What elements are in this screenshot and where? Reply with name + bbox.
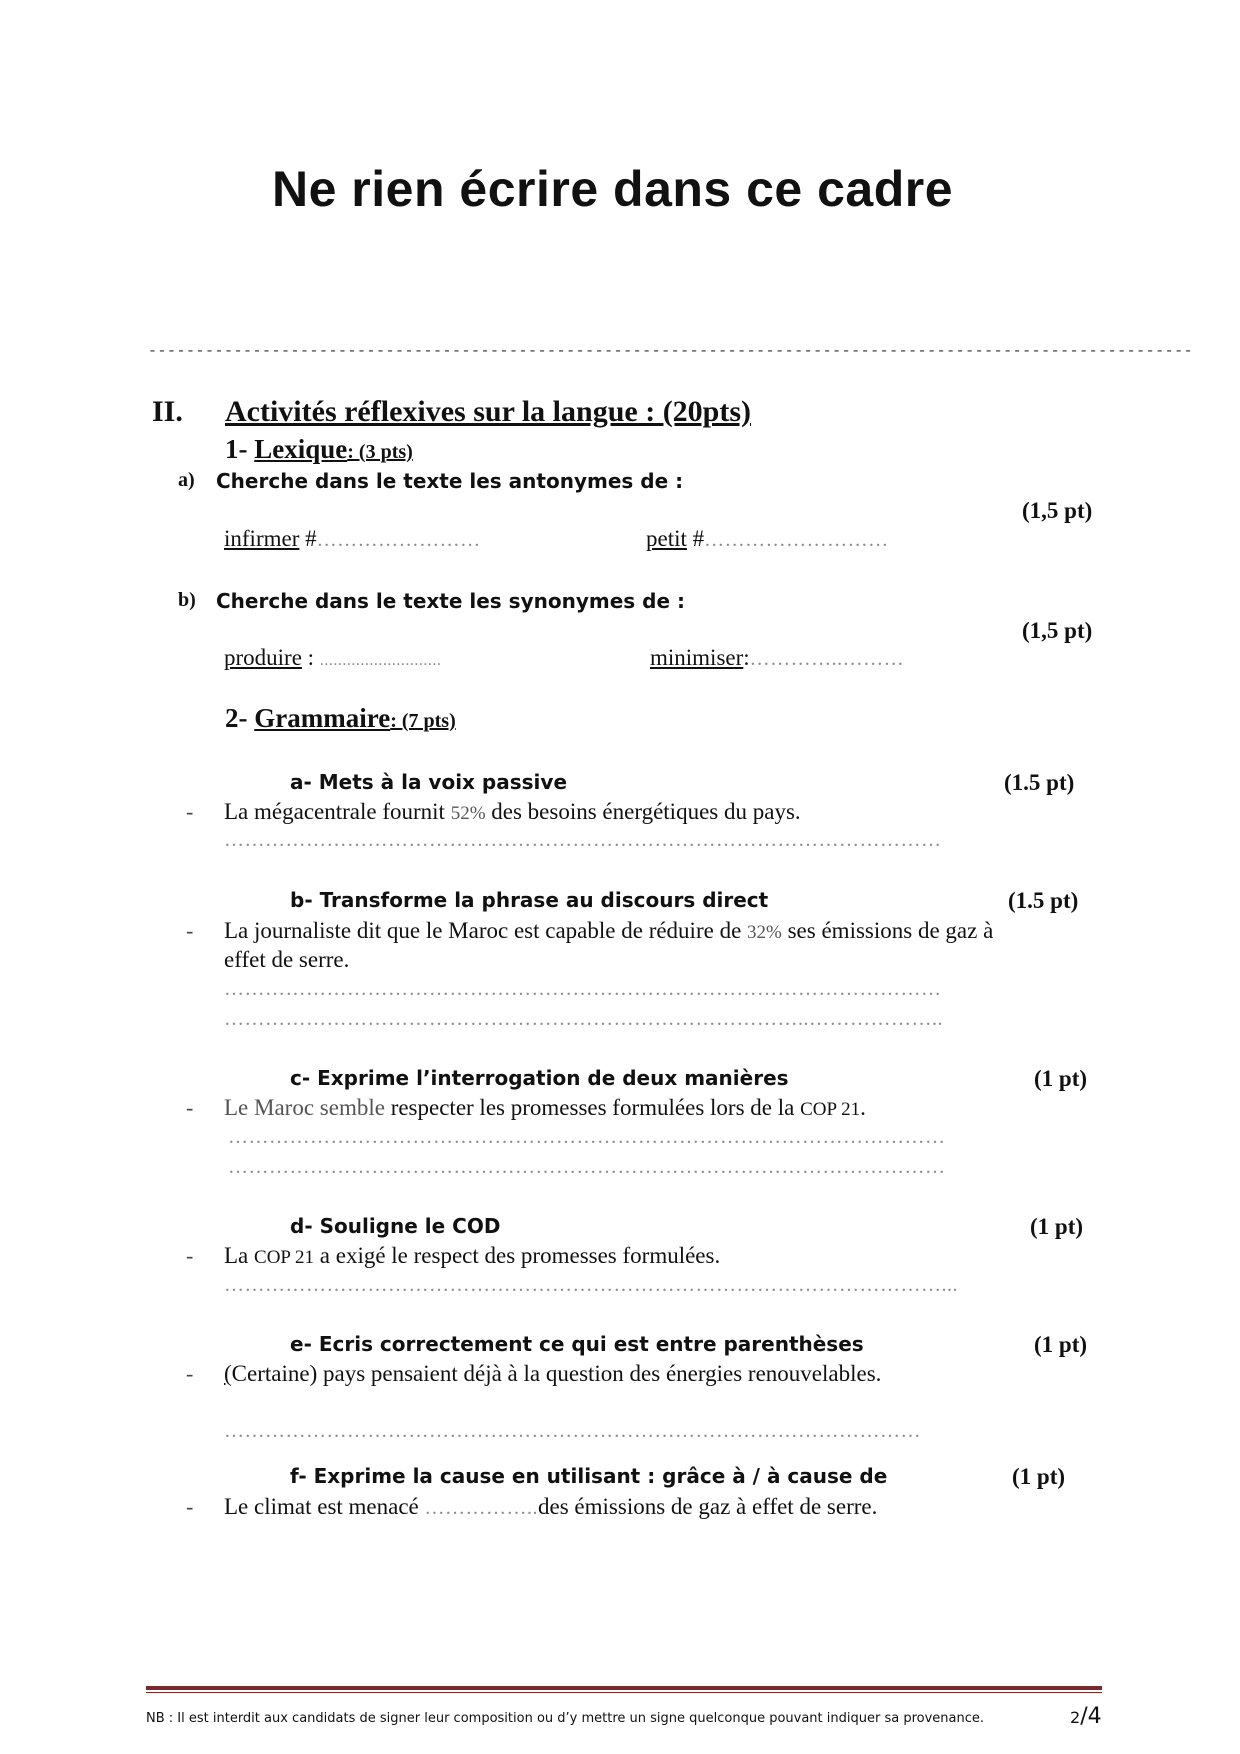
section-number: II.: [152, 395, 183, 428]
synonym-sign: :: [743, 645, 750, 670]
grammar-item-points: (1 pt): [1030, 1214, 1084, 1239]
grammaire-label: Grammaire: [254, 703, 391, 733]
antonym-sign: #: [299, 526, 317, 551]
grammar-item-sentence: La journaliste dit que le Maroc est capable de réduire de 32% ses émissions de gaz à: [224, 918, 994, 943]
lexique-heading: [225, 434, 413, 465]
grammaire-points: : (7 pts): [390, 710, 456, 732]
answer-line[interactable]: ……………………………………………………………………………………………: [224, 829, 942, 851]
page-number: 2/4: [1070, 1704, 1102, 1729]
grammar-item-sentence: La COP 21 a exigé le respect des promesses formulées.: [224, 1243, 721, 1268]
lexique-b-points: (1,5 pt): [1022, 618, 1093, 643]
answer-line[interactable]: ……………………………………………………………………………………………: [228, 1156, 946, 1178]
footer-rule: [146, 1686, 1102, 1690]
grammar-item-dash: -: [186, 1494, 194, 1519]
answer-dots[interactable]: …………..………: [749, 648, 905, 670]
lexique-a-points: (1,5 pt): [1022, 498, 1093, 523]
grammar-item-title: d- Souligne le COD: [290, 1214, 501, 1238]
frame-title: Ne rien écrire dans ce cadre: [272, 161, 954, 217]
grammar-item-title: e- Ecris correctement ce qui est entre parenthèses: [290, 1332, 864, 1356]
grammar-item-dash: -: [186, 918, 194, 943]
answer-dots[interactable]: ……………..: [424, 1497, 539, 1519]
grammar-item-sentence-cont: effet de serre.: [224, 947, 350, 972]
synonym-word: minimiser: [650, 645, 744, 670]
synonym-minimiser: [650, 645, 904, 671]
section-title: Activités réflexives sur la langue : (20pts): [225, 395, 752, 428]
grammar-item-points: (1 pt): [1034, 1332, 1088, 1357]
synonym-sign: :: [301, 645, 320, 670]
grammar-item-dash: -: [186, 1095, 194, 1120]
footer-rule-thin: [146, 1692, 1102, 1693]
antonym-petit: [646, 526, 889, 552]
cut-line: --------------------------------------------------------------------------------------------------------------: [148, 343, 1194, 360]
grammar-item-title: f- Exprime la cause en utilisant : grâce à / à cause de: [290, 1464, 888, 1488]
lexique-points: : (3 pts): [347, 441, 413, 463]
answer-line[interactable]: ……………………………………………………………………………………………: [224, 978, 942, 1000]
footer-note: NB : Il est interdit aux candidats de signer leur composition ou d’y mettre un signe quelconque pouvant indiquer sa provenance.: [146, 1711, 985, 1726]
grammar-item-sentence: (Certaine) pays pensaient déjà à la question des énergies renouvelables.: [224, 1361, 882, 1386]
grammar-item-sentence: Le Maroc semble respecter les promesses formulées lors de la COP 21.: [224, 1095, 866, 1120]
grammaire-number: 2-: [225, 703, 248, 733]
grammar-item-points: (1.5 pt): [1008, 888, 1079, 913]
grammar-item-dash: -: [186, 799, 194, 824]
lexique-a-instruction: Cherche dans le texte les antonymes de :: [216, 469, 684, 493]
grammar-item-points: (1 pt): [1034, 1066, 1088, 1091]
grammar-item-sentence: Le climat est menacé ……………..des émissions de gaz à effet de serre.: [224, 1494, 878, 1519]
answer-dots[interactable]: ………………………: [704, 529, 889, 551]
grammar-item-points: (1.5 pt): [1004, 770, 1075, 795]
answer-dots[interactable]: ……………………: [316, 529, 481, 551]
grammar-item-sentence: La mégacentrale fournit 52% des besoins énergétiques du pays.: [224, 799, 801, 824]
antonym-word: petit: [646, 526, 687, 551]
lexique-a-letter: a): [178, 469, 195, 491]
lexique-label: Lexique: [254, 434, 348, 464]
antonym-word: infirmer: [224, 526, 300, 551]
grammar-item-title: c- Exprime l’interrogation de deux manières: [290, 1066, 789, 1090]
synonym-word: produire: [224, 645, 302, 670]
lexique-b-letter: b): [178, 589, 196, 611]
synonym-produire: [224, 645, 441, 671]
grammar-item-points: (1 pt): [1012, 1464, 1066, 1489]
antonym-sign: #: [686, 526, 705, 551]
antonym-infirmer: [224, 526, 481, 552]
answer-line[interactable]: ……………………………………………………………………………………………: [228, 1126, 946, 1148]
answer-dots[interactable]: ...........................: [319, 652, 442, 669]
grammar-item-dash: -: [186, 1361, 194, 1386]
grammar-item-title: a- Mets à la voix passive: [290, 770, 568, 794]
answer-line[interactable]: ……………………………………………………………………………………………...: [224, 1274, 958, 1296]
grammaire-heading: [225, 703, 456, 734]
lexique-b-instruction: Cherche dans le texte les synonymes de :: [216, 589, 685, 613]
answer-line[interactable]: …………………………………………………………………………..………………..: [224, 1008, 943, 1030]
lexique-number: 1-: [225, 434, 248, 464]
answer-line[interactable]: …………………………………………………………………………………………: [224, 1420, 921, 1442]
grammar-item-title: b- Transforme la phrase au discours direct: [290, 888, 769, 912]
grammar-item-dash: -: [186, 1243, 194, 1268]
